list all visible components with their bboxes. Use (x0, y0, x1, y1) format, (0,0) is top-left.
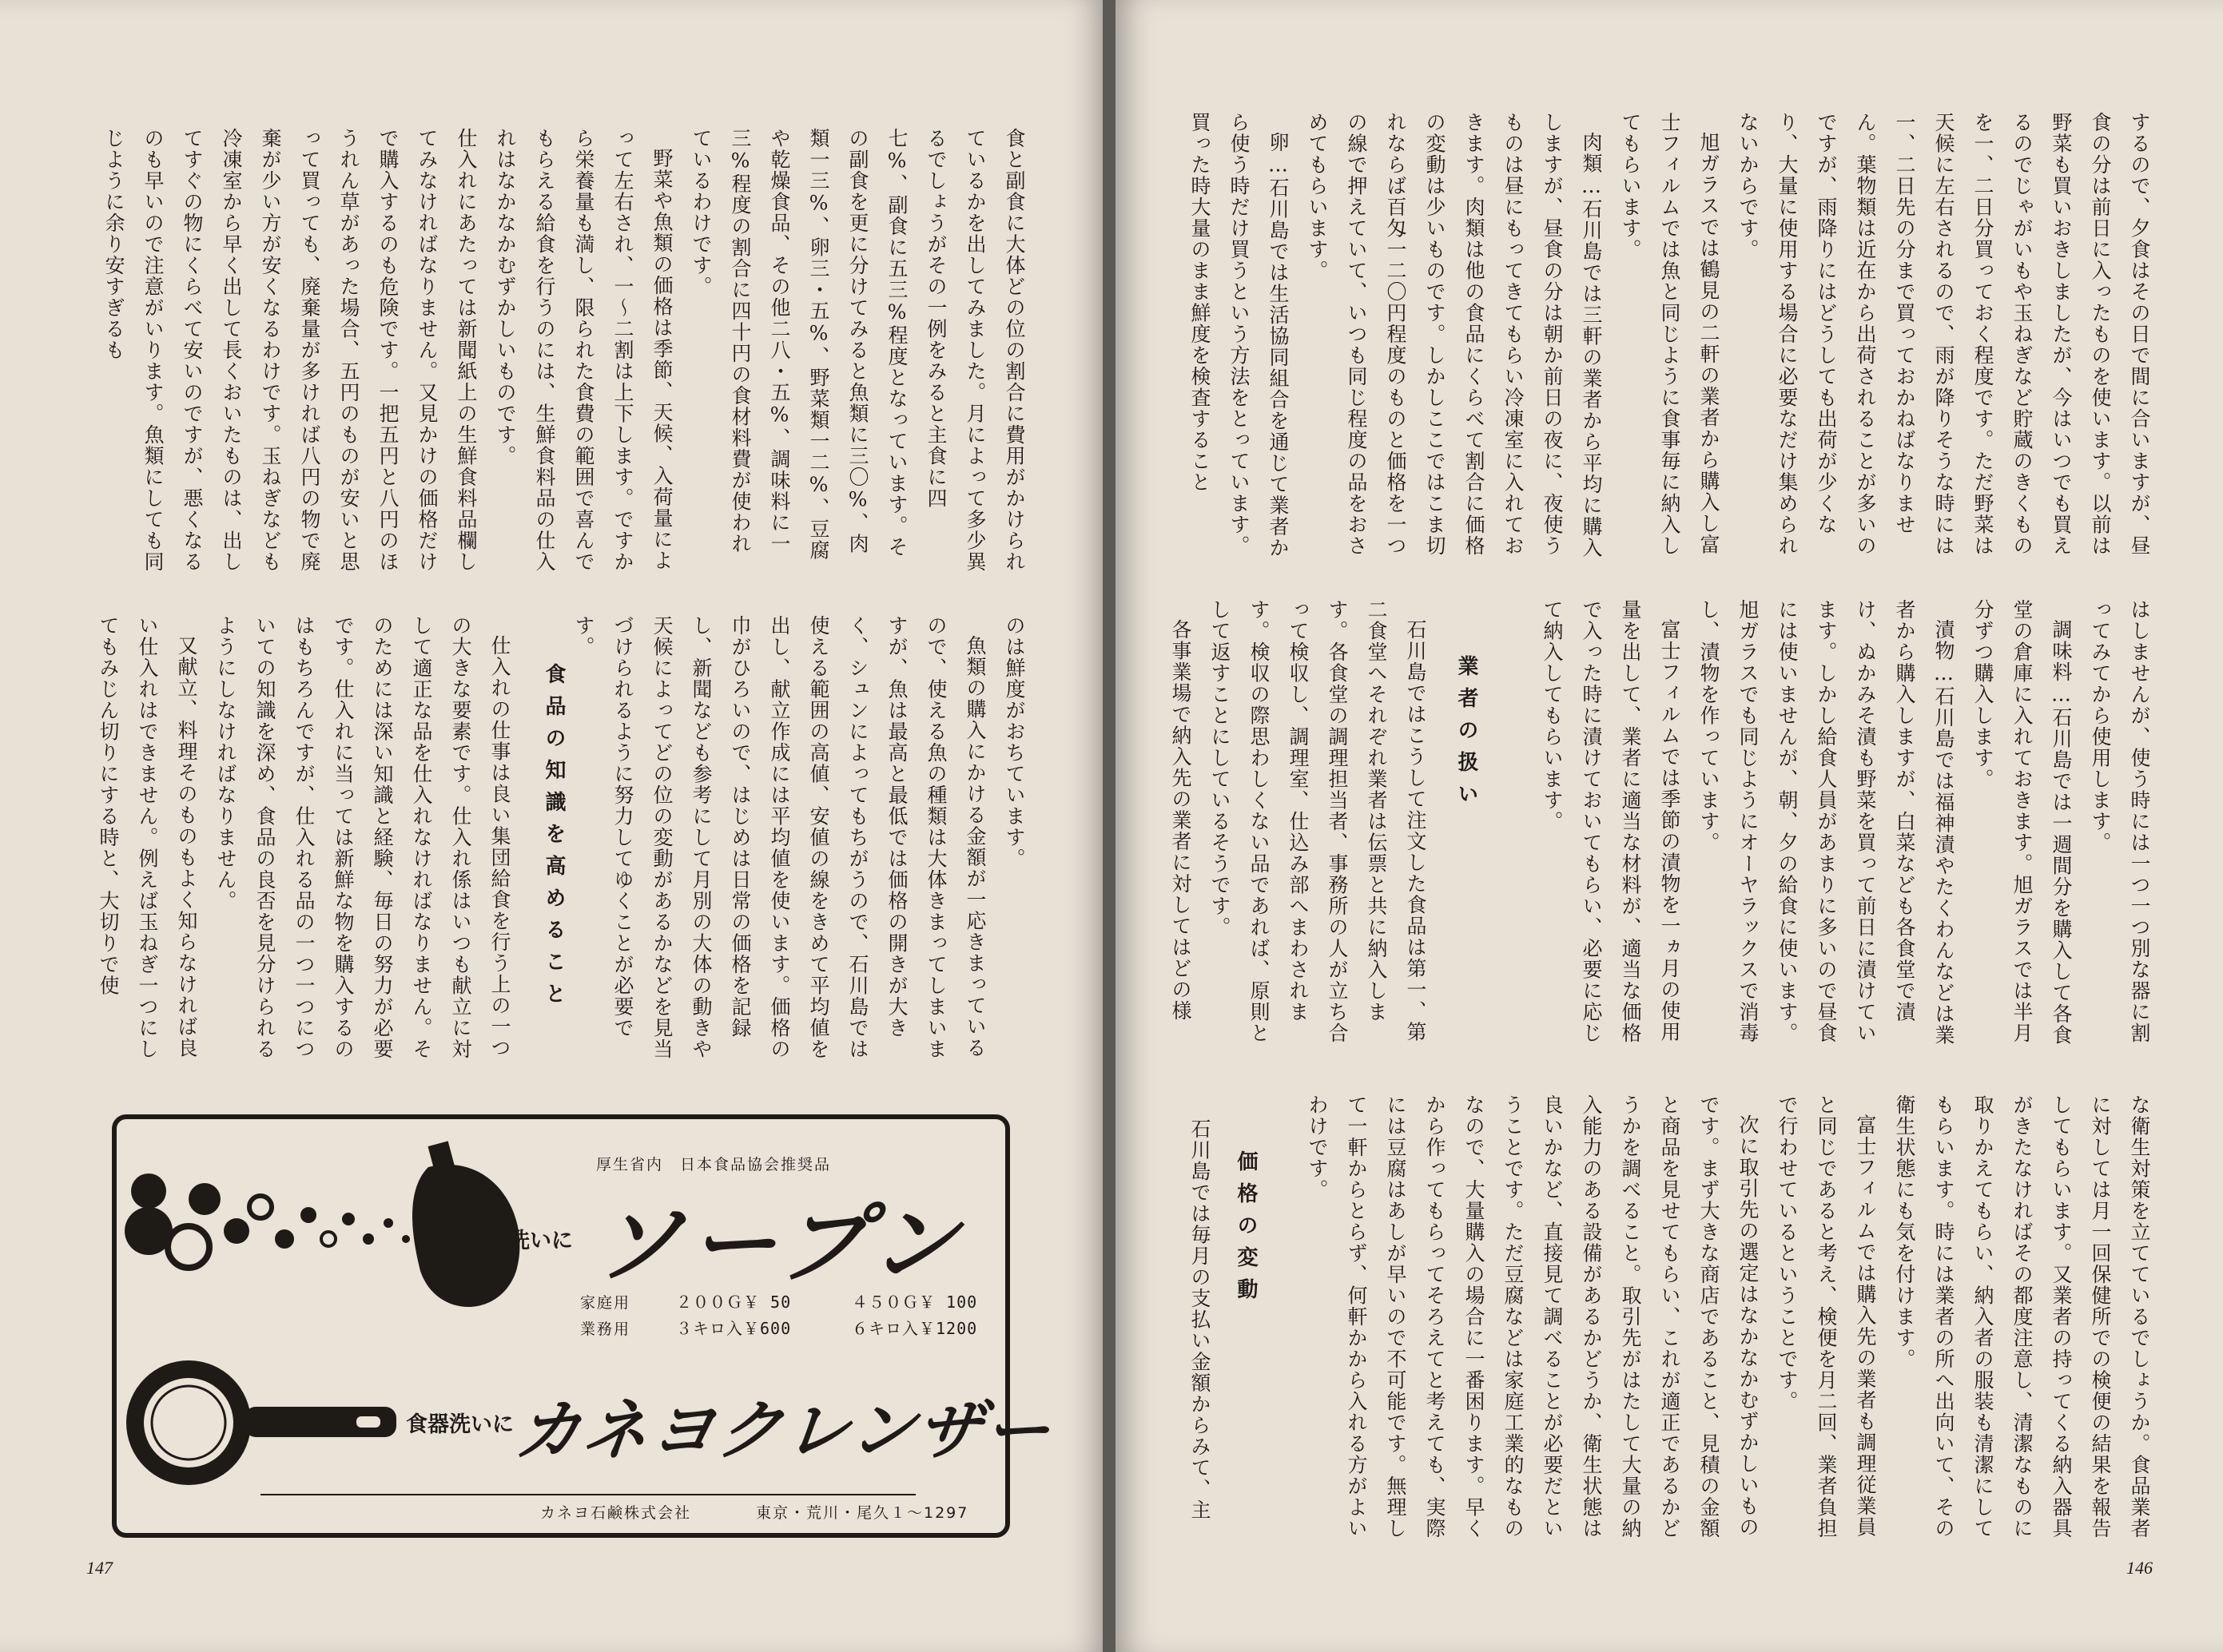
right-handling-text (1171, 599, 1435, 1046)
ad-brand-soapun: ソープン (590, 1195, 970, 1295)
paragraph: 肉類…石川島では三軒の業者から平均に購入しますが、昼食の分は朝か前日の夜に、夜使うものは昼にもってきてもらい冷凍室に入れておきます。肉類は他の食品にくらべて割合に価格の変動は少いものです。しかしここではこま切れならば百匁一二〇円程度のものと価格を一つの線で押えていて、いつも同じ程度の品をおさめてもらいます。 (1306, 112, 1603, 558)
ad-address: 東京・荒川・尾久１～1297 (756, 1504, 969, 1522)
right-upper-text (1188, 112, 2159, 567)
paragraph: 各事業場で納入先の業者に対してはどの様 (1169, 619, 1192, 1022)
advertisement (112, 1114, 1056, 1538)
ad-price-200g: ２００Ｇ￥ 50 (676, 1293, 792, 1312)
heading-food-knowledge: 食品の知識を高めること (542, 663, 566, 1015)
left-lower-text-a (555, 615, 1034, 1062)
ad-price-6kg: ６キロ入￥1200 (852, 1319, 978, 1338)
ad-company: カネヨ石鹸株式会社 (540, 1504, 692, 1522)
ad-endorsement: 厚生省内 日本食品協会推奨品 (596, 1156, 832, 1173)
paragraph: 富士フィルムでは購入先の業者も調理従業員と同じであると考え、検便を月二回、業者負担で行わせているということです。 (1776, 1094, 1877, 1539)
paragraph: 石川島ではこうして注文した食品は第一、第二食堂へそれぞれ業者は伝票と共に納入します。各食堂の調理担当者、事務所の人が立ち合って検収し、調理室、仕込み部へまわされます。検収の際思わしくない品であれば、原則として返すことにしているそうです。 (1208, 599, 1427, 1044)
paragraph: 食と副食に大体どの位の割合に費用がかけられているかを出してみました。月によって多少異るでしょうがその一例をみると主食に四七%、副食に五三%程度となっています。その副食を更に分けてみると魚類に三〇%、肉類一三%、卵三・五%、野菜類一二%、豆腐や乾燥食品、その他二八・五%、調味料に一三%程度の割合に四十円の食材料費が使われているわけです。 (690, 128, 1026, 573)
right-lower-text (1306, 1094, 2159, 1550)
paragraph: 石川島では毎月の支払い金額からみて、主 (1188, 1118, 1211, 1521)
left-lower-text-b (97, 615, 519, 1062)
paragraph: はしませんが、使う時には一つ一つ別な器に割ってみてから使用します。 (2089, 599, 2151, 1044)
page-number-left: 147 (86, 1558, 113, 1578)
ad-brand-kaneyo-cleanser: カネヨクレンザー (511, 1393, 1056, 1469)
right-middle-text (1541, 599, 2159, 1046)
paragraph: 旭ガラスでは鶴見の二軒の業者から購入し富士フィルムでは魚と同じように食事毎に納入してもらいます。 (1619, 112, 1720, 557)
paragraph: 漬物…石川島では福神漬やたくわんなどは業者から購入しますが、白菜なども各食堂で漬け、ぬかみそ漬も野菜を買って前日に漬けています。しかし給食人員があまりに多いので昼食には使いませんが、朝、夕の給食に使います。旭ガラスでも同じようにオーヤラックスで消毒し、漬物を作っています。 (1697, 599, 1955, 1046)
left-page (0, 0, 1106, 1652)
paragraph: な衛生対策を立てているでしょうか。食品業者に対しては月一回保健所での検便の結果を報告してもらいます。又業者の持ってくる納入器具がきたなければその都度注意し、清潔なものに取りかえてもらい、納入者の服装も清潔にしてもらいます。時には業者の所へ出向いて、その衛生状態にも気を付けます。 (1893, 1094, 2151, 1539)
paragraph: 調味料…石川島では一週間分を購入して各食堂の倉庫に入れておきます。旭ガラスでは半月分ずつ購入します。 (1971, 599, 2073, 1046)
heading-price-fluctuation: 価格の変動 (1234, 1150, 1258, 1310)
paragraph: のは鮮度がおちています。 (1003, 615, 1026, 869)
ad-tagline-vegetables: 野菜果物洗いに (422, 1229, 573, 1253)
ad-price-450g: ４５０Ｇ￥ 100 (852, 1293, 978, 1312)
paragraph: 魚類の購入にかける金額が一応きまっているので、使える魚の種類は大体きまってしまいますが、魚は最高と最低では価格の開きが大きく、シュンによってもちがうので、石川島では使える範囲の高値、安値の線をきめて平均値を出し、献立作成には平均値を使います。価格の巾がひろいので、はじめは日常の価格を記録し、新聞なども参考にして月別の大体の動きや天候によってどの位の変動があるかなどを見当づけられるように努力してゆくことが必要です。 (572, 615, 987, 1060)
right-price-text (1171, 1118, 1219, 1550)
paragraph: 仕入れにあたっては新聞紙上の生鮮食料品欄してみなければなりません。又見かけの価格だけで購入するのも危険です。一把五円と八円のほうれん草があった場合、五円のものが安いと思って買っても、廃棄量が多ければ八円の物で廃棄が少い方が安くなるわけです。玉ねぎなども冷凍室から早く出して長くおいたものは、出してすぐの物にくらべて安いのですが、悪くなるのも早いので注意がいります。魚類にしても同じように余り安すぎるも (102, 128, 478, 573)
ad-tagline-dishes: 食器洗いに (406, 1412, 514, 1437)
page-number-right: 146 (2126, 1558, 2153, 1578)
paragraph: 仕入れの仕事は良い集団給食を行う上の一つの大きな要素です。仕入れ係はいつも献立に対して適正な品を仕入れなければなりません。そのためには深い知識と経験、毎日の努力が必要です。仕入れに当っては新鮮な物を購入するのはもちろんですが、仕入れる品の一つ一つについての知識を深め、食品の良否を見分けられるようにしなければなりません。 (214, 615, 511, 1060)
left-upper-text (102, 128, 1034, 575)
paragraph: するので、夕食はその日で間に合いますが、昼食の分は前日に入ったものを使います。以前は野菜も買いおきしましたが、今はいつでも買えるのでじゃがいもや玉ねぎなど貯蔵のきくものを一、二日分買っておく程度です。ただ野菜は天候に左右されるので、雨が降りそうな時には一、二日先の分まで買っておかねばなりません。葉物類は近在から出荷されることが多いのですが、雨降りにはどうしても出荷が少くなり、大量に使用する場合に必要なだけ集められないからです。 (1736, 112, 2151, 557)
paragraph: 卵…石川島では生活協同組合を通じて業者から使う時だけ買うという方法をとっています。買った時大量のまま鮮度を検査すること (1188, 112, 1290, 558)
pan-icon (126, 1360, 396, 1485)
ad-home-use-label: 家庭用 (580, 1294, 631, 1312)
paragraph: 野菜や魚類の価格は季節、天候、入荷量によって左右され、一～二割は上下します。ですから栄養量も満し、限られた食費の範囲で喜んでもらえる給食を行うのには、生鮮食料品の仕入れはなかなかむずかしいものです。 (494, 128, 674, 573)
right-page (1115, 0, 2223, 1652)
heading-vendor-handling: 業者の扱い (1454, 655, 1478, 815)
paragraph: 又献立、料理そのものもよく知らなければ良い仕入れはできません。例えば玉ねぎ一つにしてもみじん切りにする時と、大切りで使 (97, 615, 198, 1060)
paragraph: 富士フィルムでは季節の漬物を一ヵ月の使用量を出して、業者に適当な材料が、適当な価格で入った時に漬けておいてもらい、必要に応じて納入してもらいます。 (1541, 599, 1681, 1044)
ad-price-3kg: ３キロ入￥600 (676, 1319, 792, 1338)
ad-business-use-label: 業務用 (580, 1320, 631, 1338)
paragraph: 次に取引先の選定はなかなかむずかしいものです。まず大きな商店であること、見積の金額と商品を見せてもらい、これが適正であるかどうかを調べること。取引先がはたして大量の納入能力のある設備があるかどうか、衛生状態は良いかなど、直接見て調べることが必要だということです。ただ豆腐などは家庭工業的なものなので、大量購入の場合に一番困ります。早くから作ってもらってそろえてと考えても、実際には豆腐はあしが早いので不可能です。無理して一軒からとらず、何軒かから入れる方がよいわけです。 (1306, 1094, 1760, 1539)
